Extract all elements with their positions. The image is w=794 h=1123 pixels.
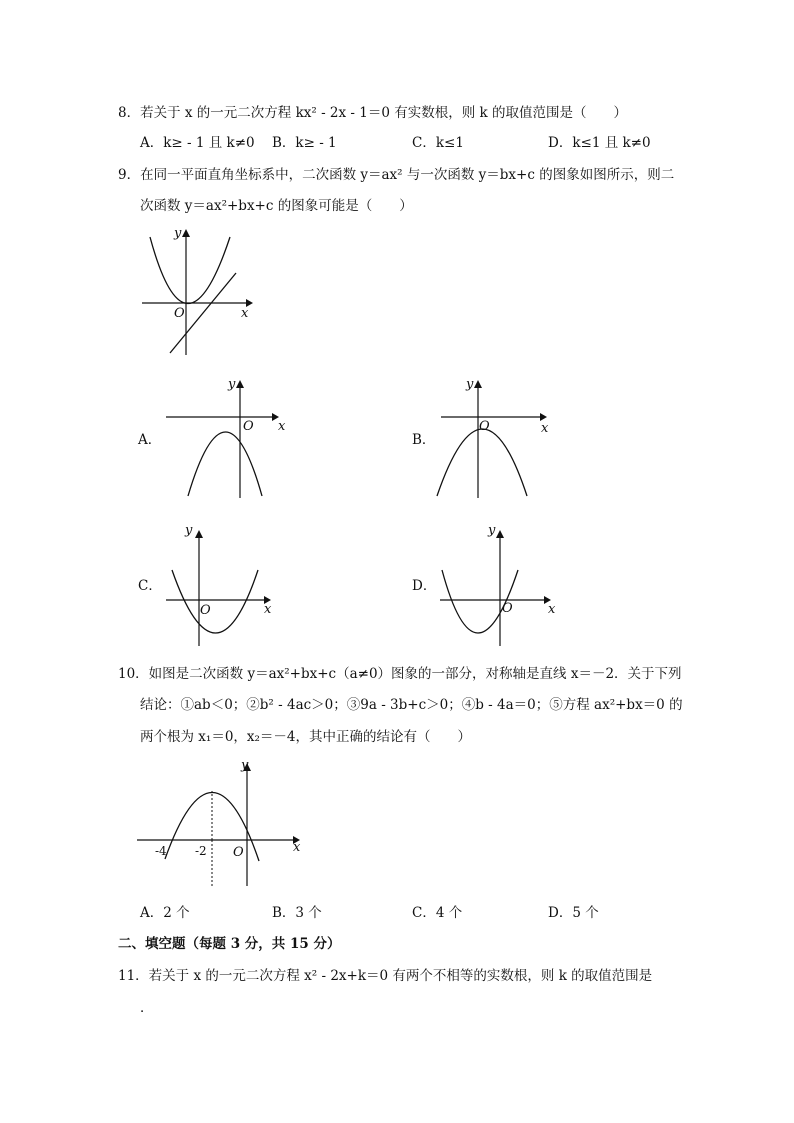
origin-label: O	[200, 603, 211, 618]
q8-option-a[interactable]: A．k≥ - 1 且 k≠0	[140, 135, 255, 151]
y-label: y	[241, 758, 249, 773]
x-label: x	[548, 602, 556, 617]
y-arrow-icon	[474, 380, 482, 388]
x-arrow-icon	[540, 413, 547, 421]
y-label: y	[488, 523, 496, 538]
q9-graph-b[interactable]	[435, 372, 570, 502]
q9-graph-c[interactable]	[160, 518, 285, 648]
q9-graph-d[interactable]	[436, 518, 561, 648]
y-arrow-icon	[236, 380, 244, 388]
x-label: x	[541, 421, 549, 436]
q10-stem-line2: 结论：①ab＜0；②b² - 4ac＞0；③9a - 3b+c＞0；④b - 4a＝0；⑤方程 ax²+bx＝0 的	[140, 697, 683, 713]
q11-stem: 11．若关于 x 的一元二次方程 x² - 2x+k＝0 有两个不相等的实数根，则 k 的取值范围是	[118, 968, 653, 984]
q9-reference-graph	[138, 225, 268, 360]
y-arrow-icon	[496, 530, 504, 538]
q9-option-d[interactable]: D．	[412, 578, 437, 594]
parabola-curve	[172, 570, 258, 633]
y-arrow-icon	[182, 229, 190, 237]
q8-option-c[interactable]: C．k≤1	[412, 135, 464, 151]
q11-answer-blank[interactable]: ．	[140, 1000, 154, 1016]
q10-option-a[interactable]: A．2 个	[140, 905, 190, 921]
x-label: x	[278, 419, 286, 434]
q10-option-b[interactable]: B．3 个	[272, 905, 322, 921]
q9-stem-line2: 次函数 y＝ax²+bx+c 的图象可能是（ ）	[140, 198, 413, 214]
x-label: x	[293, 840, 301, 855]
q8-option-d[interactable]: D．k≤1 且 k≠0	[548, 135, 651, 151]
q8-stem: 8．若关于 x 的一元二次方程 kx² - 2x - 1＝0 有实数根，则 k 的取值范围是（ ）	[118, 105, 628, 121]
y-arrow-icon	[195, 530, 203, 538]
q10-stem-line3: 两个根为 x₁＝0，x₂＝－4，其中正确的结论有（ ）	[140, 729, 472, 745]
y-label: y	[174, 226, 182, 241]
parabola-curve	[437, 429, 527, 496]
origin-label: O	[479, 419, 490, 434]
q9-stem-line1: 9．在同一平面直角坐标系中，二次函数 y＝ax² 与一次函数 y＝bx+c 的图象如图所示，则二	[118, 167, 675, 183]
origin-label: O	[243, 419, 254, 434]
x-label: x	[264, 602, 272, 617]
q8-option-b[interactable]: B．k≥ - 1	[272, 135, 337, 151]
q10-option-c[interactable]: C．4 个	[412, 905, 463, 921]
origin-label: O	[233, 845, 244, 860]
x-label: x	[241, 306, 249, 321]
q9-graph-a[interactable]	[160, 372, 295, 502]
q10-stem-line1: 10．如图是二次函数 y＝ax²+bx+c（a≠0）图象的一部分，对称轴是直线 x＝－2．关于下列	[118, 666, 682, 682]
tick-label-neg4: -4	[155, 844, 167, 858]
q10-option-d[interactable]: D．5 个	[548, 905, 599, 921]
parabola-curve	[150, 237, 230, 304]
y-label: y	[185, 523, 193, 538]
q9-option-a[interactable]: A．	[138, 432, 162, 448]
parabola-curve	[188, 432, 262, 496]
tick-label-neg2: -2	[195, 844, 207, 858]
q9-option-c[interactable]: C．	[138, 578, 162, 594]
q9-option-b[interactable]: B．	[412, 432, 436, 448]
q10-graph	[135, 755, 310, 890]
section-title: 二、填空题（每题 3 分，共 15 分）	[118, 936, 341, 952]
origin-label: O	[502, 601, 513, 616]
y-label: y	[466, 377, 474, 392]
origin-label: O	[174, 306, 185, 321]
y-label: y	[228, 377, 236, 392]
